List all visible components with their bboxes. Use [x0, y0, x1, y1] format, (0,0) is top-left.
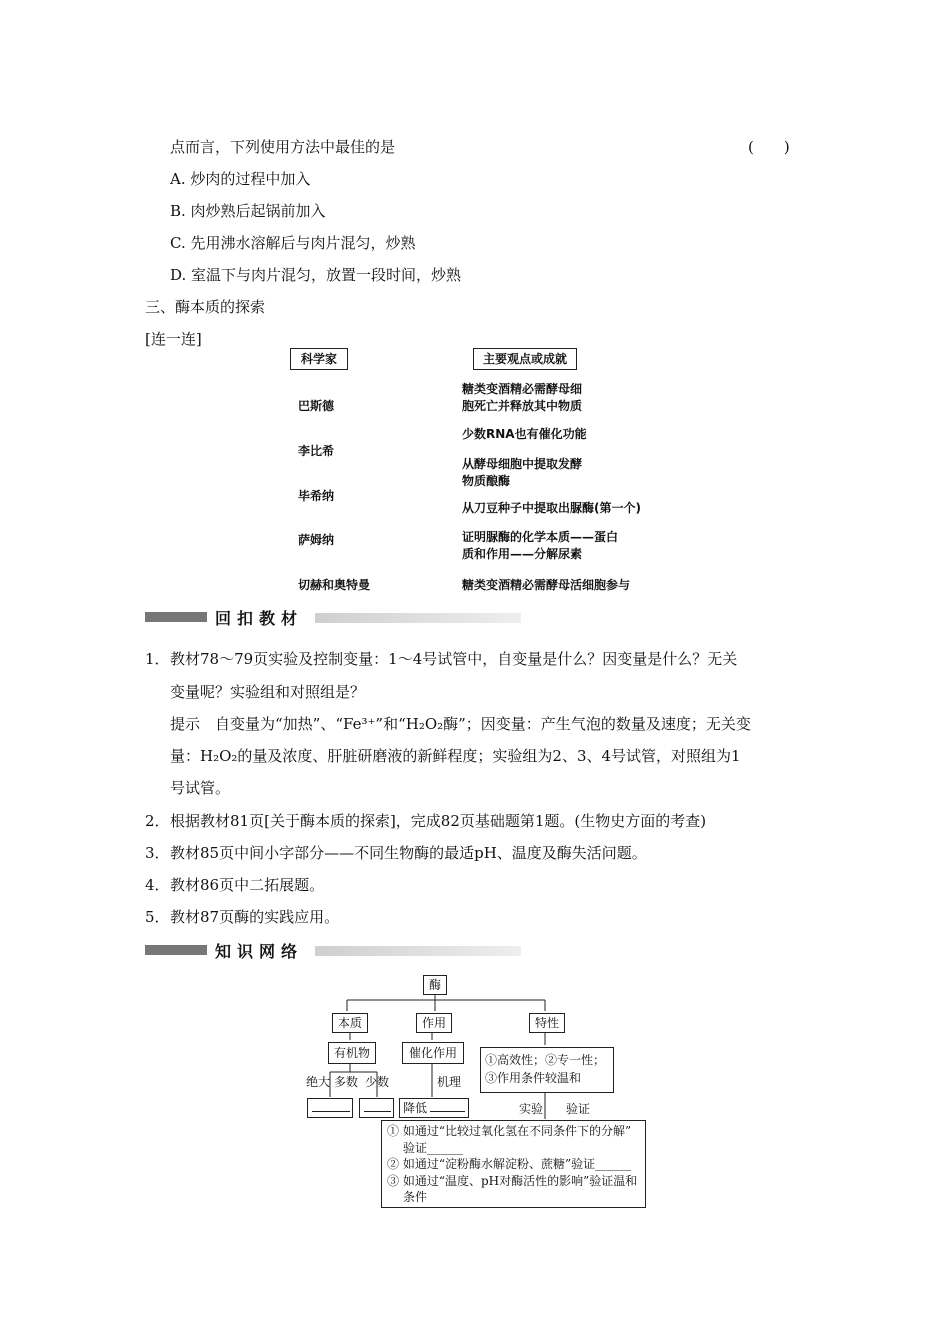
scientist-header: 科学家 — [290, 348, 348, 370]
hint-line: 量：H₂O₂的量及浓度、肝脏研磨液的新鲜程度；实验组为2、3、4号试管，对照组为1 — [170, 747, 741, 765]
answer-blank — [364, 1111, 391, 1112]
review-line: 教材78～79页实验及控制变量：1～4号试管中，自变量是什么？因变量是什么？无关 — [170, 650, 738, 668]
review-num: 4． — [145, 876, 170, 894]
review-header: 回扣教材 — [215, 609, 304, 628]
review-num: 1． — [145, 650, 170, 668]
view-header: 主要观点或成就 — [473, 348, 577, 370]
hint-line: 号试管。 — [170, 779, 231, 797]
verify-line: ① 如通过“比较过氧化氢在不同条件下的分解” — [387, 1124, 632, 1138]
node-function: 作用 — [416, 1013, 452, 1033]
section3-title: 三、酶本质的探索 — [145, 298, 266, 316]
option-a: A. 炒肉的过程中加入 — [170, 170, 311, 188]
scientist-item: 切赫和奥特曼 — [298, 578, 371, 592]
view-item: 胞死亡并释放其中物质 — [462, 399, 583, 413]
blank-majority — [307, 1098, 353, 1118]
view-item: 少数RNA也有催化功能 — [462, 427, 587, 441]
network-header-bar — [145, 942, 521, 961]
review-line: 教材85页中间小字部分——不同生物酶的最适pH、温度及酶失活问题。 — [170, 844, 647, 862]
node-lower — [399, 1098, 469, 1118]
view-item: 证明脲酶的化学本质——蛋白 — [462, 530, 619, 544]
node-catalysis: 催化作用 — [402, 1042, 464, 1064]
trait-line: ①高效性；②专一性； — [485, 1053, 606, 1067]
trait-line: ③作用条件较温和 — [485, 1071, 582, 1085]
option-c: C. 先用沸水溶解后与肉片混匀，炒熟 — [170, 234, 416, 252]
option-b: B. 肉炒熟后起锅前加入 — [170, 202, 326, 220]
view-item: 质和作用——分解尿素 — [462, 547, 583, 561]
review-num: 2． — [145, 812, 170, 830]
node-trait: 特性 — [529, 1013, 565, 1033]
node-essence: 本质 — [332, 1013, 368, 1033]
node-root: 酶 — [423, 975, 447, 995]
node-trait-detail — [480, 1047, 614, 1093]
review-num: 5． — [145, 908, 170, 926]
label-lower: 降低 — [403, 1101, 428, 1115]
view-item: 从刀豆种子中提取出脲酶(第一个) — [462, 501, 641, 515]
option-d: D. 室温下与肉片混匀，放置一段时间，炒熟 — [170, 266, 462, 284]
section3-sub: [连一连] — [145, 330, 202, 348]
review-num: 3． — [145, 844, 170, 862]
review-line: 教材86页中二拓展题。 — [170, 876, 325, 894]
answer-blank — [312, 1111, 350, 1112]
review-line: 变量呢？实验组和对照组是？ — [170, 683, 366, 701]
header-bar-tail — [315, 946, 521, 956]
label-majority: 多数 — [334, 1075, 359, 1089]
scientist-item: 巴斯德 — [298, 399, 335, 413]
review-line: 根据教材81页[关于酶本质的探索]，完成82页基础题第1题。(生物史方面的考查) — [170, 812, 707, 830]
scientist-item: 李比希 — [298, 444, 335, 458]
node-organic: 有机物 — [328, 1042, 376, 1064]
label-minority: 少数 — [365, 1075, 390, 1089]
view-item: 从酵母细胞中提取发酵 — [462, 457, 583, 471]
header-bar-tail — [315, 613, 521, 623]
blank-minority — [359, 1098, 394, 1118]
scientist-item: 萨姆纳 — [298, 533, 335, 547]
answer-blank — [430, 1111, 465, 1112]
label-experiment: 实验 — [519, 1102, 544, 1116]
answer-paren: ( ) — [748, 138, 790, 156]
label-mechanism: 机理 — [437, 1075, 462, 1089]
view-item: 物质酿酶 — [462, 474, 511, 488]
label-verify: 验证 — [566, 1102, 591, 1116]
review-line: 教材87页酶的实践应用。 — [170, 908, 340, 926]
network-header: 知识网络 — [215, 942, 304, 961]
verify-line: ② 如通过“淀粉酶水解淀粉、蔗糖”验证______ — [387, 1157, 632, 1171]
question-stem: 点而言，下列使用方法中最佳的是 — [170, 138, 396, 156]
header-bar-decoration — [145, 612, 207, 622]
label-most: 绝大 — [306, 1075, 331, 1089]
header-bar-decoration — [145, 945, 207, 955]
node-verify-box — [381, 1120, 646, 1208]
review-header-bar — [145, 609, 521, 628]
view-item: 糖类变酒精必需酵母细 — [462, 382, 583, 396]
verify-line: 条件 — [403, 1190, 428, 1204]
view-item: 糖类变酒精必需酵母活细胞参与 — [462, 578, 631, 592]
scientist-item: 毕希纳 — [298, 489, 335, 503]
verify-line: 验证______ — [403, 1140, 464, 1155]
hint-line: 提示 自变量为“加热”、“Fe³⁺”和“H₂O₂酶”；因变量：产生气泡的数量及速度；无关变 — [170, 715, 751, 733]
verify-line: ③ 如通过“温度、pH对酶活性的影响”验证温和 — [387, 1173, 638, 1188]
